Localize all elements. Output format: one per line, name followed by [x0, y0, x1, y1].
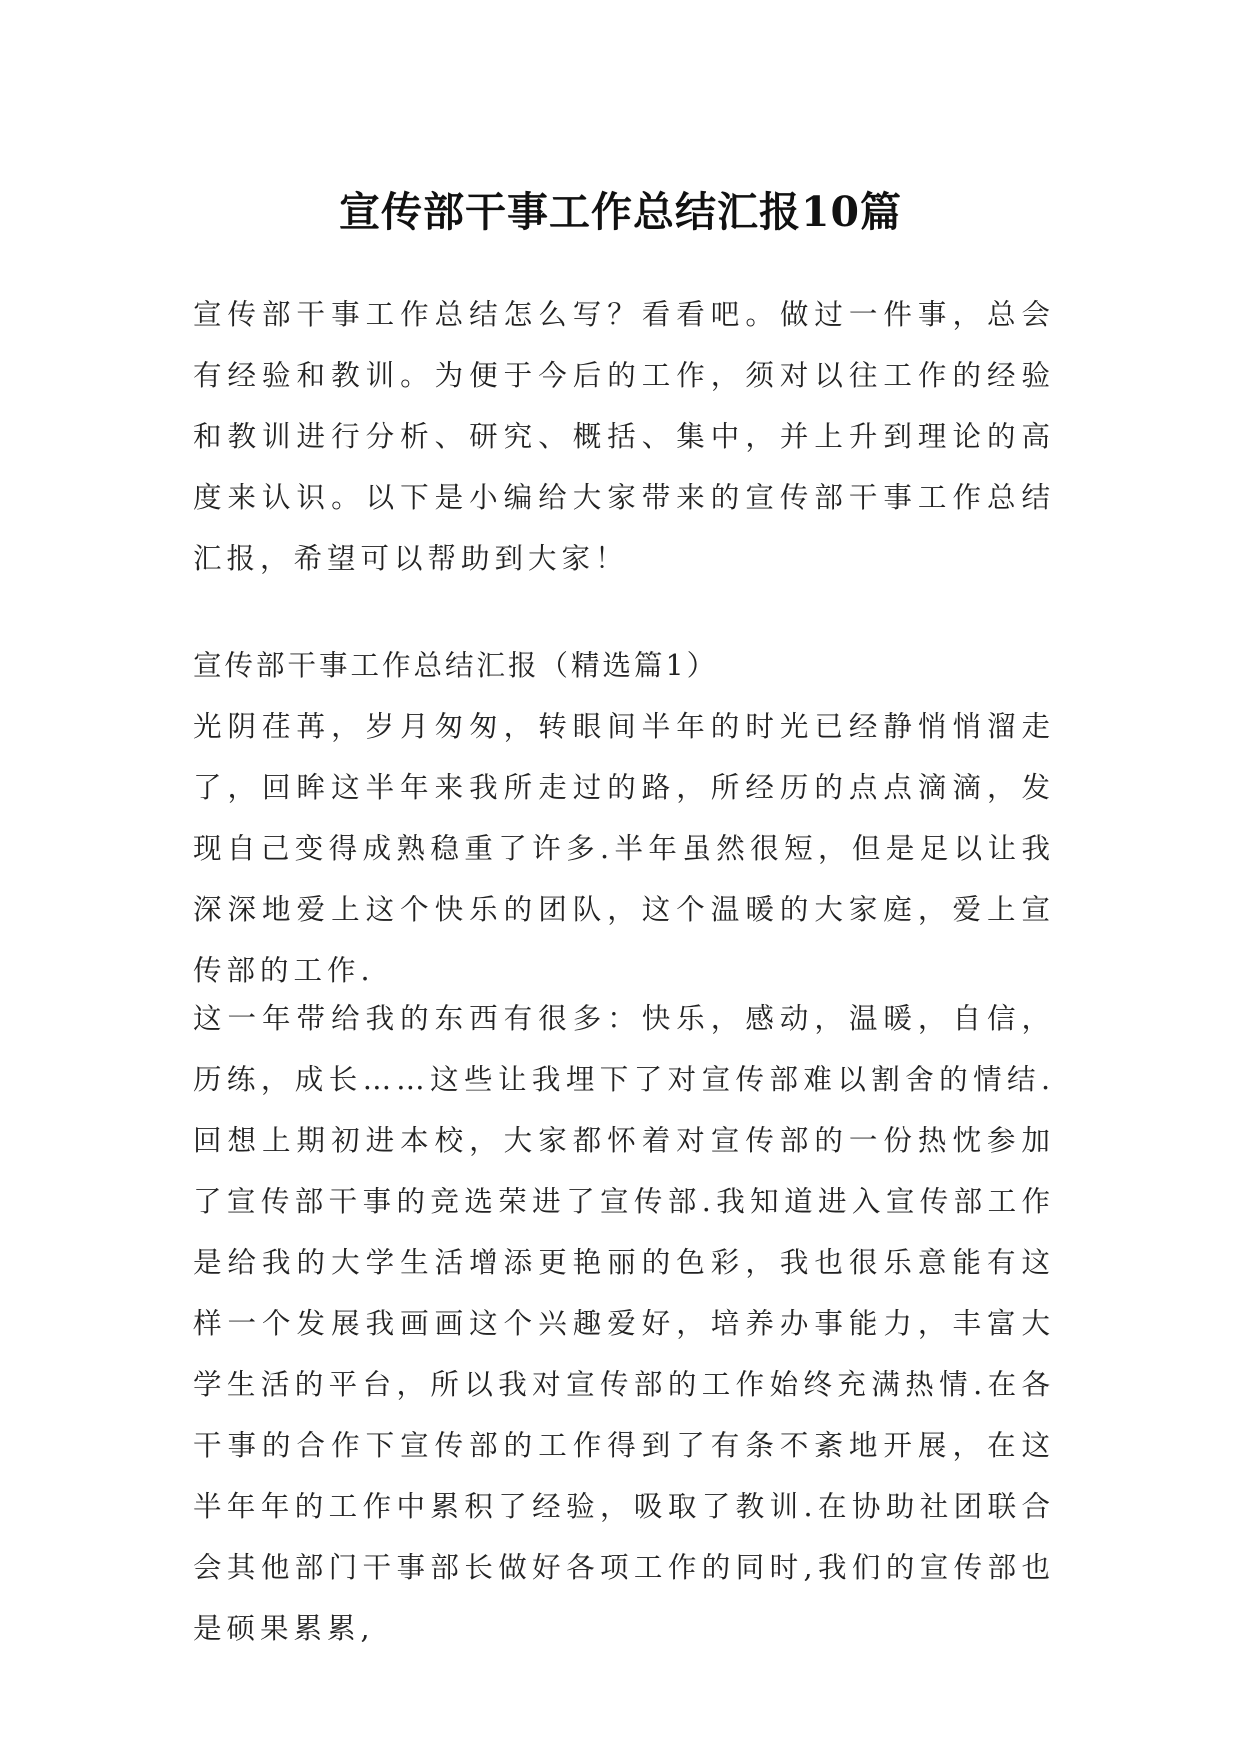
body-paragraph: 光阴荏苒，岁月匆匆，转眼间半年的时光已经静悄悄溜走了，回眸这半年来我所走过的路，所经历的点点滴滴，发现自己变得成熟稳重了许多.半年虽然很短，但是足以让我深深地爱上这个快乐的团队，这个温暖的大家庭，爱上宣传部的工作. [193, 710, 1055, 987]
section-heading: 宣传部干事工作总结汇报（精选篇1） [193, 649, 719, 682]
document-title: 宣传部干事工作总结汇报10篇 [338, 188, 903, 237]
intro-paragraph: 宣传部干事工作总结怎么写？看看吧。做过一件事，总会有经验和教训。为便于今后的工作，须对以往工作的经验和教训进行分析、研究、概括、集中，并上升到理论的高度来认识。以下是小编给大家带来的宣传部干事工作总结汇报，希望可以帮助到大家！ [193, 298, 1055, 575]
body-paragraph: 这一年带给我的东西有很多：快乐，感动，温暖，自信，历练，成长……这些让我埋下了对宣传部难以割舍的情结.回想上期初进本校，大家都怀着对宣传部的一份热忱参加了宣传部干事的竞选荣进了宣传部.我知道进入宣传部工作是给我的大学生活增添更艳丽的色彩，我也很乐意能有这样一个发展我画画这个兴趣爱好，培养办事能力，丰富大学生活的平台，所以我对宣传部的工作始终充满热情.在各干事的合作下宣传部的工作得到了有条不紊地开展，在这半年年的工作中累积了经验，吸取了教训.在协助社团联合会其他部门干事部长做好各项工作的同时,我们的宣传部也是硕果累累, [193, 1002, 1055, 1645]
